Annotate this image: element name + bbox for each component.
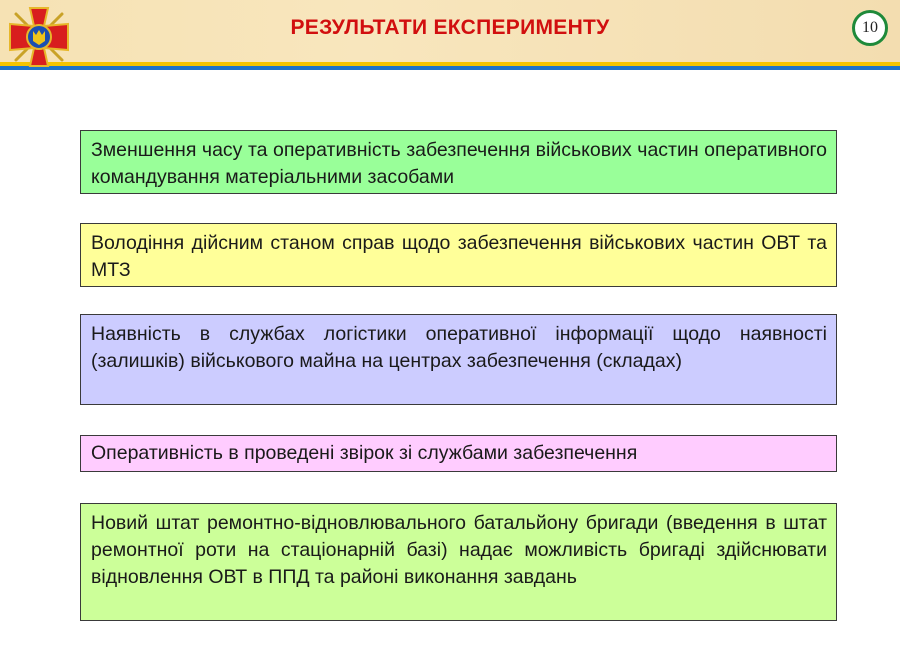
page-number-badge: 10: [852, 10, 888, 46]
result-box-5: [80, 503, 837, 621]
result-box-3: [80, 314, 837, 405]
result-text: Оперативність в проведені звірок зі службами забезпечення: [91, 442, 638, 464]
armed-forces-emblem-icon: [6, 4, 72, 70]
result-box-2: [80, 223, 837, 287]
result-text: Новий штат ремонтно-відновлювального батальйону бригади (введення в штат ремонтної роти на стаціонарній базі) надає можливість бригаді здійснювати відновлення ОВТ в ППД та районі виконання завдань: [91, 512, 827, 588]
result-box-1: [80, 130, 837, 194]
result-box-4: [80, 435, 837, 472]
result-text: Наявність в службах логістики оперативної інформації щодо наявності (залишків) військового майна на центрах забезпечення (складах): [91, 323, 827, 372]
result-text: Володіння дійсним станом справ щодо забезпечення військових частин ОВТ та МТЗ: [91, 232, 827, 281]
header-stripe-blue: [0, 66, 900, 70]
result-text: Зменшення часу та оперативність забезпечення військових частин оперативного командування матеріальними засобами: [91, 139, 827, 188]
page-title: РЕЗУЛЬТАТИ ЕКСПЕРИМЕНТУ: [290, 16, 610, 39]
